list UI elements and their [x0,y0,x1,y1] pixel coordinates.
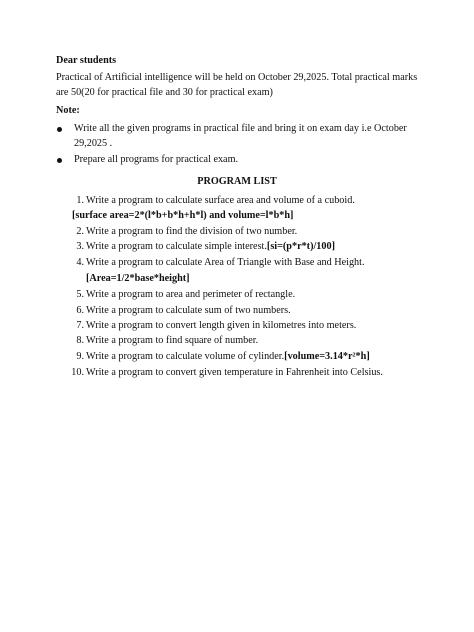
program-number: 4. [76,257,84,268]
program-number: 2. [76,226,84,237]
program-number: 5. [76,289,84,300]
note-item-1: Write all the given programs in practical file and bring it on exam day i.e October 29,2025 . [74,123,407,149]
program-list-title: PROGRAM LIST [197,176,277,187]
program-1-formula: [surface area=2*(l*b+b*h+h*l) and volume=l*b*h] [72,210,294,221]
note-item-2: Prepare all programs for practical exam. [74,154,239,165]
greeting: Dear students [56,55,117,66]
bullet-icon [57,127,62,132]
program-item-2: Write a program to find the division of two number. [86,226,298,237]
program-item-9 [86,350,370,363]
program-number: 6. [76,305,84,316]
bullet-icon [57,158,62,163]
program-number: 10. [71,367,84,378]
program-number: 3. [76,241,84,252]
program-number: 1. [76,195,84,206]
program-item-3 [86,240,335,253]
program-number: 8. [76,335,84,346]
program-item-5: Write a program to area and perimeter of rectangle. [86,289,296,300]
program-number: 9. [76,351,84,362]
program-item-3-text: Write a program to calculate simple interest. [86,241,267,252]
program-number: 7. [76,320,84,331]
program-item-9-text: Write a program to calculate volume of cylinder. [86,351,285,362]
program-item-6: Write a program to calculate sum of two numbers. [86,305,291,316]
note-label: Note: [56,105,80,116]
program-3-formula: [si=(p*r*t)/100] [266,241,335,252]
program-9-formula: [volume=3.14*r²*h] [284,351,370,362]
program-item-7: Write a program to convert length given in kilometres into meters. [86,320,357,331]
program-item-8: Write a program to find square of number. [86,335,259,346]
program-item-1: Write a program to calculate surface area and volume of a cuboid. [86,195,355,206]
program-item-10: Write a program to convert given temperature in Fahrenheit into Celsius. [86,367,383,378]
program-4-formula: [Area=1/2*base*height] [86,273,190,284]
intro-paragraph: Practical of Artificial intelligence will be held on October 29,2025. Total practical marks are 50(20 for practical file and 30 for practical exam) [56,72,418,98]
program-item-4: Write a program to calculate Area of Triangle with Base and Height. [86,257,365,268]
